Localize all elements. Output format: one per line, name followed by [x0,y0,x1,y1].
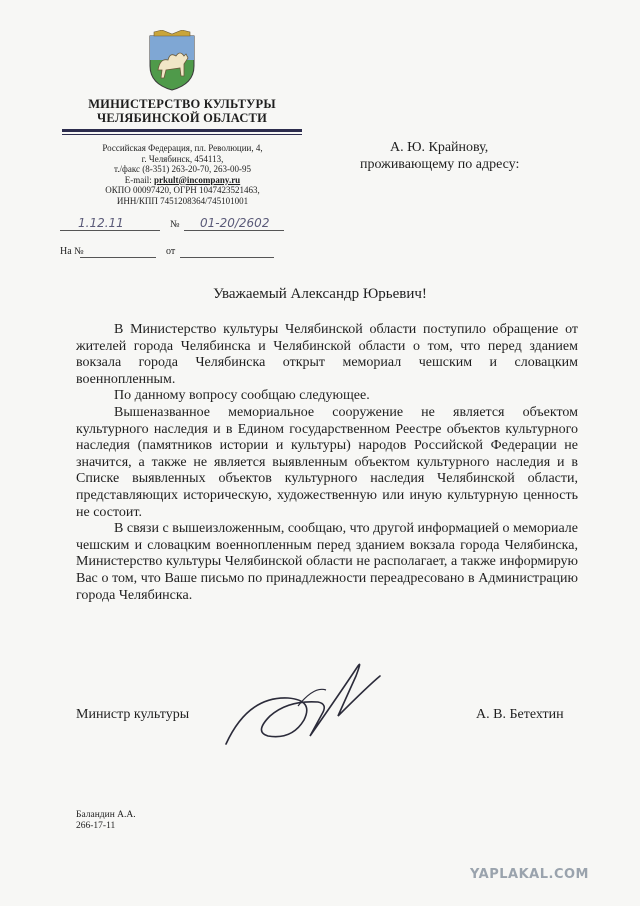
body-paragraph-4: В связи с вышеизложенным, сообщаю, что другой информацией о мемориале чешским и словацким военнопленным перед зданием вокзала города Челябинска, Министерство культуры Челябинской области не располагает, а также информирую Вас о том, что Ваше письмо по принадлежности переадресовано в Администрацию города Челябинска. [76,521,578,603]
email-link[interactable]: prkult@incompany.ru [154,174,241,185]
reference-number-blank [80,257,156,258]
ministry-line-1: МИНИСТЕРСТВО КУЛЬТУРЫ [88,97,276,111]
reference-line [60,246,285,260]
reference-date-label: от [166,246,176,257]
coat-of-arms-icon [144,30,200,92]
letterhead-rule-thin [62,134,302,135]
registration-date: 1.12.11 [60,216,160,231]
executor-block [76,810,136,832]
address-line-2: г. Челябинск, 454113, [141,153,224,164]
body-paragraph-3: Вышеназванное мемориальное сооружение не является объектом культурного наследия и в Едином государственном Реестре объектов культурного наследия (памятников истории и культуры) народов Российской Федерации не значится, а также не является выявленным объектом культурного наследия и в Списке выявленных объектов культурного наследия Челябинской области, представляющих историческую, художественную или иную культурную ценность не состоит. [76,404,578,520]
registration-number: 01-20/2602 [184,216,284,231]
signatory-position: Министр культуры [76,707,190,722]
recipient-address-label: проживающему по адресу: [360,157,520,172]
address-line-6: ИНН/КПП 7451208364/745101001 [116,195,249,206]
signatory-name: А. В. Бетехтин [476,707,564,722]
letterhead-address [75,143,290,206]
executor-phone: 266-17-11 [76,821,116,831]
address-line-1: Российская Федерация, пл. Революции, 4, [102,143,263,153]
address-line-5: ОКПО 00097420, ОГРН 1047423521463, [105,185,260,195]
executor-name: Баландин А.А. [76,810,136,820]
registration-line [60,216,285,236]
recipient-block [360,139,600,173]
address-email-line [75,175,290,186]
body-paragraph-2: По данному вопросу сообщаю следующее. [114,388,370,404]
recipient-name: А. Ю. Крайнову, [390,140,489,155]
reference-number-label: На № [60,246,84,257]
salutation: Уважаемый Александр Юрьевич! [213,286,427,302]
ministry-line-2: ЧЕЛЯБИНСКОЙ ОБЛАСТИ [96,111,268,125]
registration-number-label: № [170,219,180,230]
watermark: YAPLAKAL.COM [470,867,589,882]
letterhead-rule-thick [62,129,302,132]
reference-date-blank [180,257,274,258]
body-paragraph-1: В Министерство культуры Челябинской области поступило обращение от жителей города Челябинска и Челябинской области о том, что перед зданием вокзала города Челябинска открыт мемориал чешским и словацким военнопленным. [76,322,578,387]
letter-body [76,322,578,604]
email-label: E-mail: [124,174,155,185]
handwritten-signature [218,656,388,756]
address-line-3: т./факс (8-351) 263-20-70, 263-00-95 [114,164,251,174]
ministry-title [62,97,302,125]
